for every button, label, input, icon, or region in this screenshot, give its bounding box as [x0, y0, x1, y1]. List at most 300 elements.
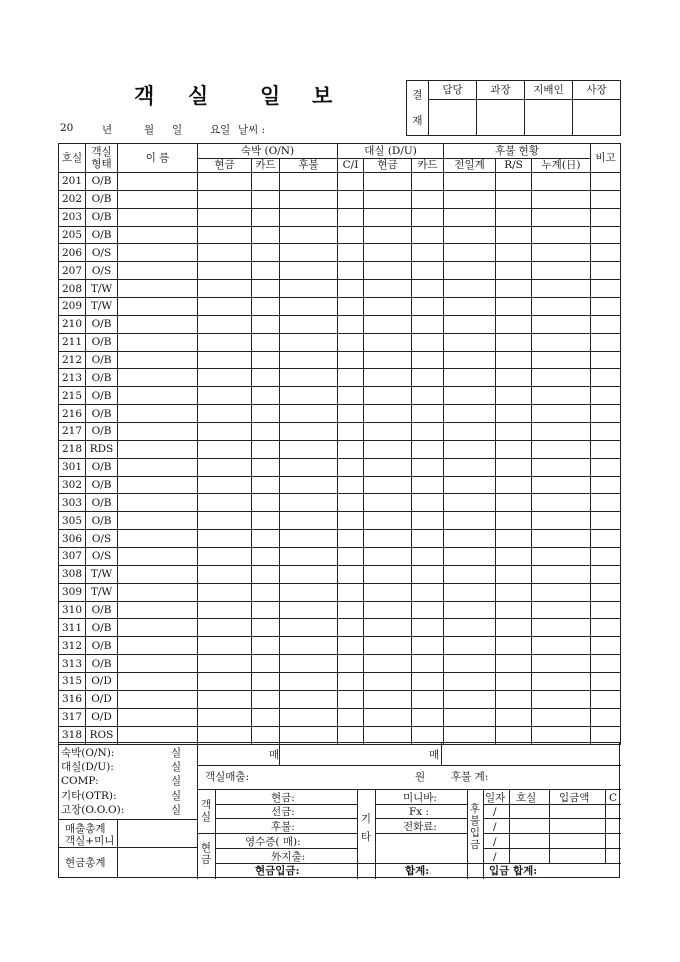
- entry-cell[interactable]: [118, 298, 198, 316]
- entry-cell[interactable]: [591, 208, 621, 226]
- entry-cell[interactable]: [364, 262, 412, 280]
- entry-cell[interactable]: [444, 440, 496, 458]
- entry-cell[interactable]: [412, 565, 444, 583]
- entry-cell[interactable]: [364, 494, 412, 512]
- entry-cell[interactable]: [252, 387, 280, 405]
- entry-cell[interactable]: [198, 405, 252, 423]
- entry-cell[interactable]: [591, 458, 621, 476]
- entry-cell[interactable]: [532, 405, 591, 423]
- entry-cell[interactable]: [198, 173, 252, 191]
- entry-cell[interactable]: [338, 690, 364, 708]
- entry-cell[interactable]: [532, 673, 591, 691]
- entry-cell[interactable]: [252, 458, 280, 476]
- entry-cell[interactable]: [280, 351, 338, 369]
- entry-cell[interactable]: [364, 333, 412, 351]
- entry-cell[interactable]: [444, 601, 496, 619]
- signature-box[interactable]: [477, 100, 525, 136]
- entry-cell[interactable]: [198, 351, 252, 369]
- entry-cell[interactable]: [338, 244, 364, 262]
- entry-cell[interactable]: [412, 494, 444, 512]
- entry-cell[interactable]: [532, 280, 591, 298]
- entry-cell[interactable]: [198, 512, 252, 530]
- entry-cell[interactable]: [412, 476, 444, 494]
- entry-cell[interactable]: [591, 226, 621, 244]
- entry-cell[interactable]: [118, 512, 198, 530]
- entry-cell[interactable]: [444, 494, 496, 512]
- entry-cell[interactable]: [532, 708, 591, 726]
- entry-cell[interactable]: [364, 423, 412, 441]
- entry-cell[interactable]: [591, 476, 621, 494]
- entry-cell[interactable]: [198, 476, 252, 494]
- entry-cell[interactable]: [444, 298, 496, 316]
- entry-cell[interactable]: [364, 565, 412, 583]
- entry-cell[interactable]: [412, 280, 444, 298]
- entry-cell[interactable]: [198, 387, 252, 405]
- entry-cell[interactable]: [252, 708, 280, 726]
- entry-cell[interactable]: [198, 458, 252, 476]
- entry-cell[interactable]: [412, 298, 444, 316]
- entry-cell[interactable]: [118, 333, 198, 351]
- entry-cell[interactable]: [252, 512, 280, 530]
- entry-cell[interactable]: [444, 208, 496, 226]
- entry-cell[interactable]: [280, 423, 338, 441]
- entry-cell[interactable]: [338, 226, 364, 244]
- entry-cell[interactable]: [412, 458, 444, 476]
- entry-cell[interactable]: [412, 190, 444, 208]
- entry-cell[interactable]: [532, 440, 591, 458]
- entry-cell[interactable]: [496, 494, 532, 512]
- entry-cell[interactable]: [252, 655, 280, 673]
- entry-cell[interactable]: [591, 190, 621, 208]
- entry-cell[interactable]: [591, 565, 621, 583]
- entry-cell[interactable]: [338, 262, 364, 280]
- entry-cell[interactable]: [444, 548, 496, 566]
- entry-cell[interactable]: [591, 173, 621, 191]
- entry-cell[interactable]: [118, 530, 198, 548]
- entry-cell[interactable]: [412, 530, 444, 548]
- entry-cell[interactable]: [338, 512, 364, 530]
- entry-cell[interactable]: [532, 244, 591, 262]
- entry-cell[interactable]: [252, 690, 280, 708]
- entry-cell[interactable]: [280, 440, 338, 458]
- entry-cell[interactable]: [444, 190, 496, 208]
- entry-cell[interactable]: [198, 423, 252, 441]
- entry-cell[interactable]: [280, 190, 338, 208]
- entry-cell[interactable]: [412, 423, 444, 441]
- entry-cell[interactable]: [338, 423, 364, 441]
- entry-cell[interactable]: [280, 708, 338, 726]
- entry-cell[interactable]: [280, 673, 338, 691]
- entry-cell[interactable]: [496, 351, 532, 369]
- entry-cell[interactable]: [198, 708, 252, 726]
- entry-cell[interactable]: [532, 423, 591, 441]
- entry-cell[interactable]: [532, 298, 591, 316]
- entry-cell[interactable]: [252, 173, 280, 191]
- entry-cell[interactable]: [338, 280, 364, 298]
- entry-cell[interactable]: [198, 637, 252, 655]
- entry-cell[interactable]: [118, 637, 198, 655]
- entry-cell[interactable]: [280, 369, 338, 387]
- entry-cell[interactable]: [118, 565, 198, 583]
- entry-cell[interactable]: [280, 601, 338, 619]
- entry-cell[interactable]: [338, 315, 364, 333]
- entry-cell[interactable]: [118, 601, 198, 619]
- entry-cell[interactable]: [198, 530, 252, 548]
- entry-cell[interactable]: [280, 333, 338, 351]
- entry-cell[interactable]: [532, 655, 591, 673]
- entry-cell[interactable]: [198, 262, 252, 280]
- entry-cell[interactable]: [338, 708, 364, 726]
- entry-cell[interactable]: [118, 476, 198, 494]
- entry-cell[interactable]: [496, 690, 532, 708]
- entry-cell[interactable]: [280, 262, 338, 280]
- entry-cell[interactable]: [496, 458, 532, 476]
- entry-cell[interactable]: [198, 440, 252, 458]
- entry-cell[interactable]: [252, 530, 280, 548]
- entry-cell[interactable]: [252, 673, 280, 691]
- entry-cell[interactable]: [444, 226, 496, 244]
- entry-cell[interactable]: [338, 530, 364, 548]
- entry-cell[interactable]: [444, 530, 496, 548]
- entry-cell[interactable]: [591, 690, 621, 708]
- entry-cell[interactable]: [252, 548, 280, 566]
- entry-cell[interactable]: [496, 708, 532, 726]
- entry-cell[interactable]: [252, 315, 280, 333]
- entry-cell[interactable]: [252, 494, 280, 512]
- entry-cell[interactable]: [591, 280, 621, 298]
- entry-cell[interactable]: [252, 601, 280, 619]
- entry-cell[interactable]: [338, 173, 364, 191]
- entry-cell[interactable]: [280, 405, 338, 423]
- entry-cell[interactable]: [532, 637, 591, 655]
- entry-cell[interactable]: [118, 690, 198, 708]
- entry-cell[interactable]: [364, 458, 412, 476]
- entry-cell[interactable]: [118, 405, 198, 423]
- entry-cell[interactable]: [118, 190, 198, 208]
- entry-cell[interactable]: [118, 262, 198, 280]
- entry-cell[interactable]: [412, 262, 444, 280]
- entry-cell[interactable]: [591, 387, 621, 405]
- entry-cell[interactable]: [412, 315, 444, 333]
- entry-cell[interactable]: [591, 333, 621, 351]
- entry-cell[interactable]: [364, 280, 412, 298]
- entry-cell[interactable]: [198, 333, 252, 351]
- entry-cell[interactable]: [118, 494, 198, 512]
- entry-cell[interactable]: [412, 333, 444, 351]
- entry-cell[interactable]: [118, 673, 198, 691]
- entry-cell[interactable]: [591, 530, 621, 548]
- entry-cell[interactable]: [412, 548, 444, 566]
- entry-cell[interactable]: [532, 690, 591, 708]
- entry-cell[interactable]: [338, 440, 364, 458]
- entry-cell[interactable]: [252, 423, 280, 441]
- entry-cell[interactable]: [496, 369, 532, 387]
- signature-box[interactable]: [525, 100, 573, 136]
- entry-cell[interactable]: [591, 601, 621, 619]
- entry-cell[interactable]: [591, 369, 621, 387]
- entry-cell[interactable]: [444, 637, 496, 655]
- entry-cell[interactable]: [252, 619, 280, 637]
- entry-cell[interactable]: [412, 619, 444, 637]
- entry-cell[interactable]: [118, 387, 198, 405]
- entry-cell[interactable]: [532, 512, 591, 530]
- entry-cell[interactable]: [252, 405, 280, 423]
- entry-cell[interactable]: [496, 423, 532, 441]
- entry-cell[interactable]: [532, 173, 591, 191]
- entry-cell[interactable]: [198, 565, 252, 583]
- entry-cell[interactable]: [118, 440, 198, 458]
- entry-cell[interactable]: [532, 226, 591, 244]
- entry-cell[interactable]: [252, 298, 280, 316]
- entry-cell[interactable]: [280, 476, 338, 494]
- entry-cell[interactable]: [364, 405, 412, 423]
- entry-cell[interactable]: [252, 244, 280, 262]
- entry-cell[interactable]: [280, 583, 338, 601]
- entry-cell[interactable]: [532, 583, 591, 601]
- entry-cell[interactable]: [444, 333, 496, 351]
- entry-cell[interactable]: [444, 708, 496, 726]
- entry-cell[interactable]: [532, 315, 591, 333]
- entry-cell[interactable]: [496, 673, 532, 691]
- entry-cell[interactable]: [252, 637, 280, 655]
- entry-cell[interactable]: [496, 512, 532, 530]
- entry-cell[interactable]: [280, 530, 338, 548]
- entry-cell[interactable]: [444, 655, 496, 673]
- entry-cell[interactable]: [118, 548, 198, 566]
- entry-cell[interactable]: [412, 690, 444, 708]
- entry-cell[interactable]: [412, 440, 444, 458]
- entry-cell[interactable]: [591, 494, 621, 512]
- entry-cell[interactable]: [338, 458, 364, 476]
- entry-cell[interactable]: [198, 208, 252, 226]
- entry-cell[interactable]: [532, 333, 591, 351]
- entry-cell[interactable]: [412, 655, 444, 673]
- entry-cell[interactable]: [118, 619, 198, 637]
- entry-cell[interactable]: [118, 655, 198, 673]
- entry-cell[interactable]: [591, 315, 621, 333]
- entry-cell[interactable]: [532, 565, 591, 583]
- entry-cell[interactable]: [444, 619, 496, 637]
- entry-cell[interactable]: [444, 583, 496, 601]
- entry-cell[interactable]: [532, 476, 591, 494]
- entry-cell[interactable]: [364, 173, 412, 191]
- entry-cell[interactable]: [198, 583, 252, 601]
- entry-cell[interactable]: [364, 208, 412, 226]
- entry-cell[interactable]: [412, 708, 444, 726]
- entry-cell[interactable]: [591, 673, 621, 691]
- entry-cell[interactable]: [412, 637, 444, 655]
- entry-cell[interactable]: [198, 369, 252, 387]
- entry-cell[interactable]: [364, 440, 412, 458]
- entry-cell[interactable]: [591, 262, 621, 280]
- entry-cell[interactable]: [591, 583, 621, 601]
- entry-cell[interactable]: [496, 315, 532, 333]
- entry-cell[interactable]: [280, 244, 338, 262]
- entry-cell[interactable]: [338, 208, 364, 226]
- entry-cell[interactable]: [412, 601, 444, 619]
- entry-cell[interactable]: [412, 351, 444, 369]
- entry-cell[interactable]: [532, 619, 591, 637]
- entry-cell[interactable]: [364, 673, 412, 691]
- entry-cell[interactable]: [496, 280, 532, 298]
- entry-cell[interactable]: [280, 173, 338, 191]
- entry-cell[interactable]: [338, 405, 364, 423]
- entry-cell[interactable]: [198, 601, 252, 619]
- entry-cell[interactable]: [280, 494, 338, 512]
- entry-cell[interactable]: [496, 298, 532, 316]
- entry-cell[interactable]: [496, 530, 532, 548]
- entry-cell[interactable]: [280, 565, 338, 583]
- entry-cell[interactable]: [338, 387, 364, 405]
- entry-cell[interactable]: [496, 583, 532, 601]
- entry-cell[interactable]: [444, 387, 496, 405]
- entry-cell[interactable]: [444, 262, 496, 280]
- entry-cell[interactable]: [444, 369, 496, 387]
- entry-cell[interactable]: [198, 280, 252, 298]
- entry-cell[interactable]: [198, 244, 252, 262]
- entry-cell[interactable]: [280, 512, 338, 530]
- entry-cell[interactable]: [118, 280, 198, 298]
- entry-cell[interactable]: [118, 369, 198, 387]
- entry-cell[interactable]: [364, 690, 412, 708]
- entry-cell[interactable]: [338, 619, 364, 637]
- entry-cell[interactable]: [280, 298, 338, 316]
- entry-cell[interactable]: [532, 530, 591, 548]
- entry-cell[interactable]: [118, 708, 198, 726]
- entry-cell[interactable]: [364, 637, 412, 655]
- entry-cell[interactable]: [338, 583, 364, 601]
- entry-cell[interactable]: [280, 548, 338, 566]
- entry-cell[interactable]: [198, 226, 252, 244]
- entry-cell[interactable]: [364, 226, 412, 244]
- entry-cell[interactable]: [198, 494, 252, 512]
- entry-cell[interactable]: [364, 708, 412, 726]
- entry-cell[interactable]: [118, 226, 198, 244]
- entry-cell[interactable]: [496, 333, 532, 351]
- entry-cell[interactable]: [532, 548, 591, 566]
- entry-cell[interactable]: [338, 601, 364, 619]
- entry-cell[interactable]: [198, 655, 252, 673]
- entry-cell[interactable]: [412, 244, 444, 262]
- entry-cell[interactable]: [591, 440, 621, 458]
- entry-cell[interactable]: [280, 619, 338, 637]
- entry-cell[interactable]: [338, 476, 364, 494]
- entry-cell[interactable]: [591, 548, 621, 566]
- entry-cell[interactable]: [496, 601, 532, 619]
- entry-cell[interactable]: [364, 351, 412, 369]
- entry-cell[interactable]: [496, 173, 532, 191]
- entry-cell[interactable]: [444, 690, 496, 708]
- entry-cell[interactable]: [496, 262, 532, 280]
- entry-cell[interactable]: [198, 619, 252, 637]
- entry-cell[interactable]: [338, 655, 364, 673]
- entry-cell[interactable]: [532, 494, 591, 512]
- entry-cell[interactable]: [591, 351, 621, 369]
- entry-cell[interactable]: [338, 494, 364, 512]
- entry-cell[interactable]: [198, 690, 252, 708]
- entry-cell[interactable]: [252, 333, 280, 351]
- entry-cell[interactable]: [591, 637, 621, 655]
- entry-cell[interactable]: [364, 548, 412, 566]
- entry-cell[interactable]: [198, 298, 252, 316]
- entry-cell[interactable]: [444, 244, 496, 262]
- entry-cell[interactable]: [198, 673, 252, 691]
- entry-cell[interactable]: [338, 548, 364, 566]
- entry-cell[interactable]: [364, 369, 412, 387]
- entry-cell[interactable]: [118, 458, 198, 476]
- entry-cell[interactable]: [444, 315, 496, 333]
- entry-cell[interactable]: [118, 173, 198, 191]
- entry-cell[interactable]: [252, 190, 280, 208]
- entry-cell[interactable]: [252, 226, 280, 244]
- entry-cell[interactable]: [496, 565, 532, 583]
- entry-cell[interactable]: [252, 369, 280, 387]
- entry-cell[interactable]: [412, 369, 444, 387]
- entry-cell[interactable]: [118, 244, 198, 262]
- entry-cell[interactable]: [364, 530, 412, 548]
- entry-cell[interactable]: [591, 244, 621, 262]
- entry-cell[interactable]: [252, 351, 280, 369]
- entry-cell[interactable]: [280, 280, 338, 298]
- entry-cell[interactable]: [496, 637, 532, 655]
- entry-cell[interactable]: [444, 351, 496, 369]
- entry-cell[interactable]: [338, 637, 364, 655]
- entry-cell[interactable]: [252, 208, 280, 226]
- entry-cell[interactable]: [532, 208, 591, 226]
- entry-cell[interactable]: [444, 423, 496, 441]
- entry-cell[interactable]: [364, 583, 412, 601]
- entry-cell[interactable]: [444, 673, 496, 691]
- entry-cell[interactable]: [496, 244, 532, 262]
- entry-cell[interactable]: [444, 280, 496, 298]
- entry-cell[interactable]: [280, 637, 338, 655]
- entry-cell[interactable]: [532, 601, 591, 619]
- entry-cell[interactable]: [532, 351, 591, 369]
- signature-box[interactable]: [429, 100, 477, 136]
- entry-cell[interactable]: [496, 387, 532, 405]
- entry-cell[interactable]: [532, 387, 591, 405]
- entry-cell[interactable]: [338, 351, 364, 369]
- entry-cell[interactable]: [412, 226, 444, 244]
- entry-cell[interactable]: [591, 655, 621, 673]
- entry-cell[interactable]: [412, 173, 444, 191]
- entry-cell[interactable]: [338, 369, 364, 387]
- entry-cell[interactable]: [280, 690, 338, 708]
- entry-cell[interactable]: [338, 298, 364, 316]
- entry-cell[interactable]: [591, 423, 621, 441]
- entry-cell[interactable]: [280, 655, 338, 673]
- entry-cell[interactable]: [252, 583, 280, 601]
- entry-cell[interactable]: [496, 548, 532, 566]
- entry-cell[interactable]: [496, 655, 532, 673]
- entry-cell[interactable]: [591, 405, 621, 423]
- entry-cell[interactable]: [444, 512, 496, 530]
- entry-cell[interactable]: [118, 583, 198, 601]
- entry-cell[interactable]: [338, 565, 364, 583]
- entry-cell[interactable]: [364, 476, 412, 494]
- entry-cell[interactable]: [364, 655, 412, 673]
- entry-cell[interactable]: [412, 583, 444, 601]
- entry-cell[interactable]: [364, 315, 412, 333]
- entry-cell[interactable]: [198, 190, 252, 208]
- entry-cell[interactable]: [412, 512, 444, 530]
- entry-cell[interactable]: [198, 548, 252, 566]
- entry-cell[interactable]: [496, 440, 532, 458]
- entry-cell[interactable]: [412, 208, 444, 226]
- entry-cell[interactable]: [532, 190, 591, 208]
- entry-cell[interactable]: [532, 458, 591, 476]
- entry-cell[interactable]: [364, 601, 412, 619]
